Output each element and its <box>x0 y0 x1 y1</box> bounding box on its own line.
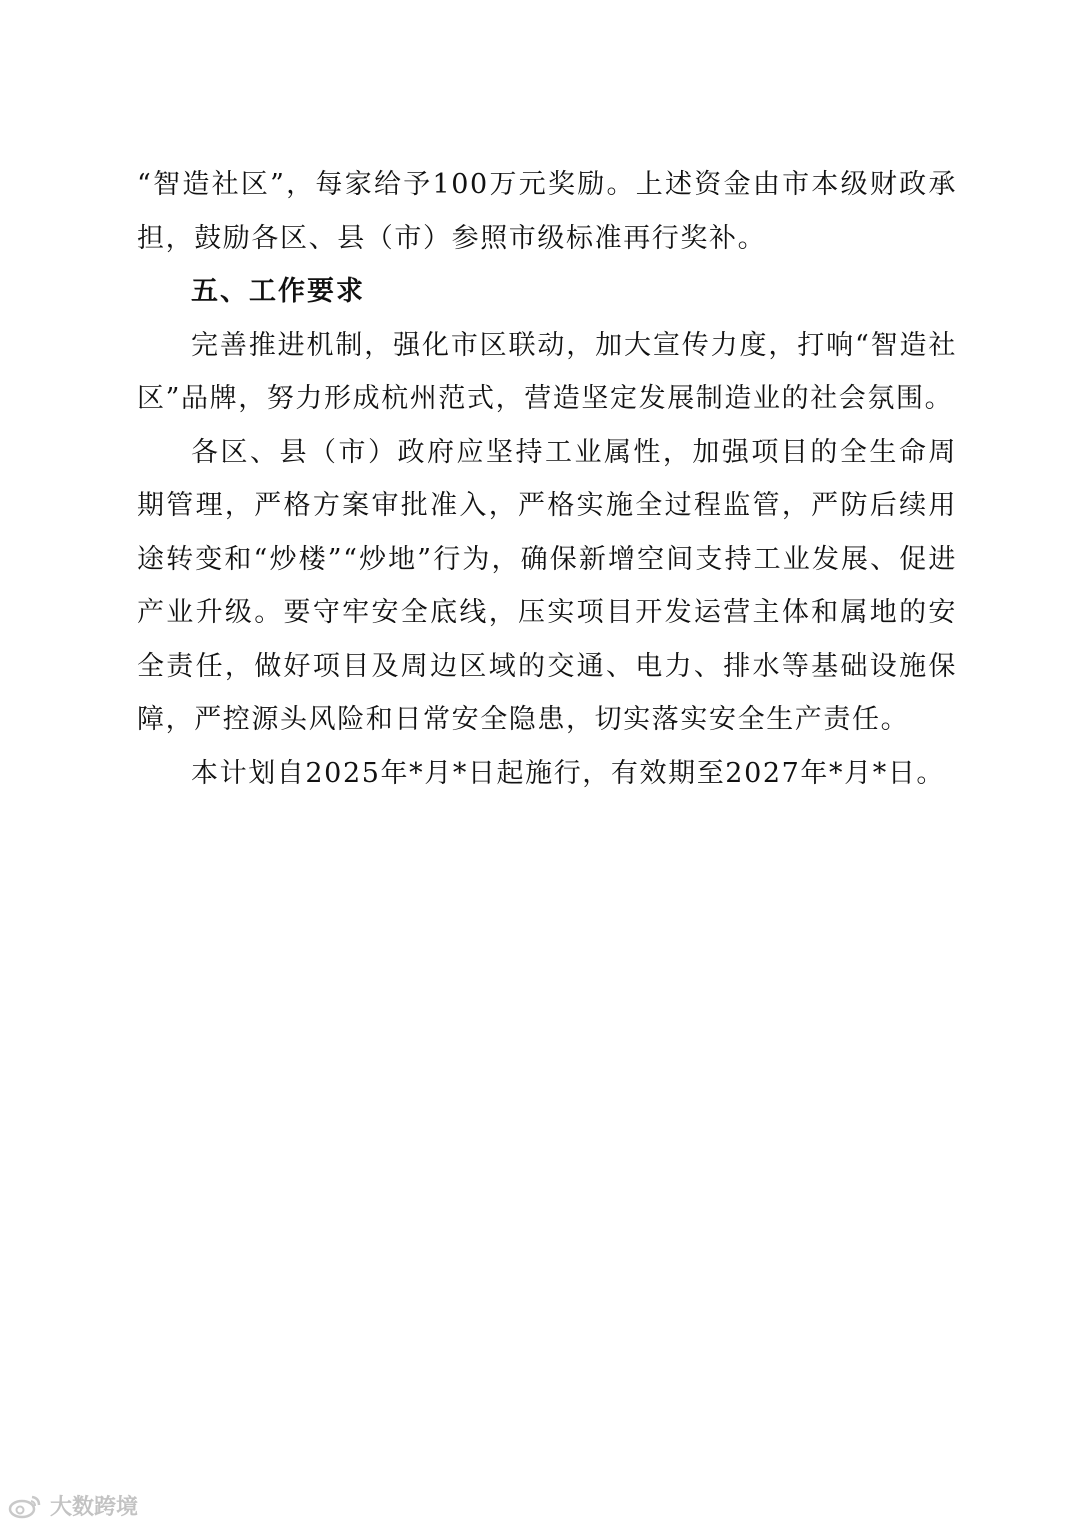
paragraph-effective-date: 本计划自2025年*月*日起施行，有效期至2027年*月*日。 <box>191 757 946 789</box>
document-body <box>137 158 957 800</box>
continued-paragraph: “智造社区”，每家给予100万元奖励。上述资金由市本级财政承担，鼓励各区、县（市）参照市级标准再行奖补。 <box>137 169 957 254</box>
paragraph-requirements: 各区、县（市）政府应坚持工业属性，加强项目的全生命周期管理，严格方案审批准入，严格实施全过程监管，严防后续用途转变和“炒楼”“炒地”行为，确保新增空间支持工业发展、促进产业升级。要守牢安全底线，压实项目开发运营主体和属地的安全责任，做好项目及周边区域的交通、电力、排水等基础设施保障，严控源头风险和日常安全隐患，切实落实安全生产责任。 <box>137 436 957 735</box>
watermark-text: 大数跨境 <box>50 1495 139 1520</box>
section-heading: 五、工作要求 <box>191 276 365 307</box>
weibo-logo-icon <box>8 1493 44 1519</box>
paragraph-mechanism: 完善推进机制，强化市区联动，加大宣传力度，打响“智造社区”品牌，努力形成杭州范式，营造坚定发展制造业的社会氛围。 <box>137 329 957 414</box>
watermark <box>8 1490 138 1521</box>
